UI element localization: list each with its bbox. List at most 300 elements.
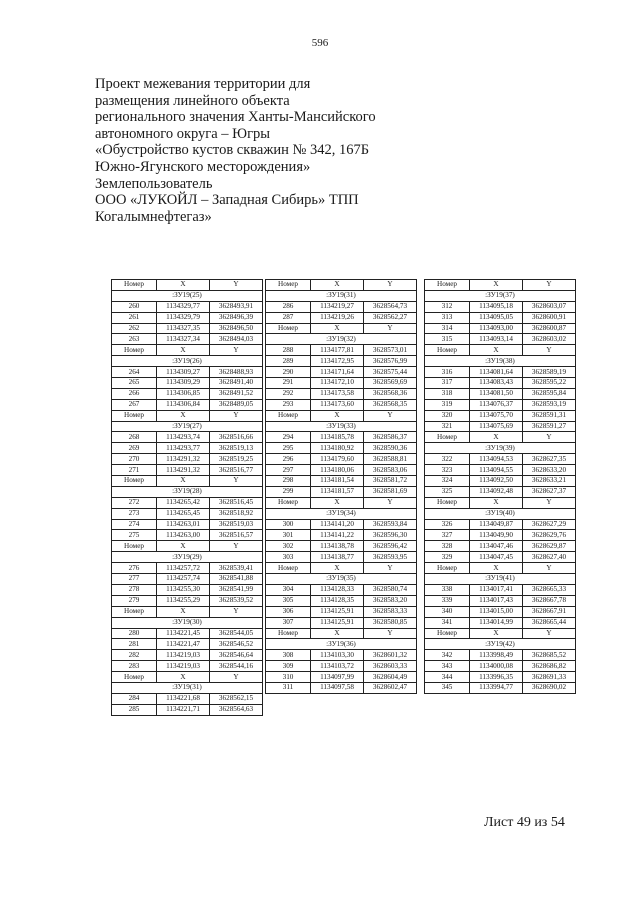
coordinate-y: 3628580,74 — [364, 584, 417, 595]
point-number: 274 — [112, 519, 157, 530]
point-number: 294 — [266, 432, 311, 443]
table-group-row — [266, 508, 417, 519]
point-number: 319 — [425, 399, 470, 410]
header-number: Номер — [112, 345, 157, 356]
coordinate-y: 3628581,69 — [364, 486, 417, 497]
point-number: 310 — [266, 672, 311, 683]
coordinate-y: 3628593,84 — [364, 519, 417, 530]
coordinate-x: 1134309,29 — [157, 378, 210, 389]
table-row — [425, 541, 576, 552]
coordinate-y: 3628575,44 — [364, 367, 417, 378]
coordinate-x: 1134291,32 — [157, 454, 210, 465]
coordinate-x: 1134171,64 — [311, 367, 364, 378]
coordinate-y: 3628541,99 — [210, 584, 263, 595]
table-header-row — [266, 563, 417, 574]
coordinate-x: 1134128,35 — [311, 595, 364, 606]
table-row — [425, 650, 576, 661]
coordinate-y: 3628590,36 — [364, 443, 417, 454]
coordinate-x: 1134257,72 — [157, 563, 210, 574]
table-header-row — [266, 323, 417, 334]
header-number: Номер — [425, 628, 470, 639]
coordinate-y: 3628603,02 — [523, 334, 576, 345]
coordinate-y: 3628541,88 — [210, 574, 263, 585]
coordinate-y: 3628496,50 — [210, 323, 263, 334]
table-group-row — [266, 574, 417, 585]
coordinate-x: 1134138,78 — [311, 541, 364, 552]
table-header-row — [425, 628, 576, 639]
land-plot-label: :ЗУ19(38) — [425, 356, 576, 367]
point-number: 300 — [266, 519, 311, 530]
point-number: 284 — [112, 693, 157, 704]
header-y: Y — [523, 628, 576, 639]
point-number: 313 — [425, 312, 470, 323]
table-row — [425, 454, 576, 465]
header-y: Y — [210, 280, 263, 291]
coordinate-x: 1134293,77 — [157, 443, 210, 454]
table-group-row — [425, 290, 576, 301]
coordinate-x: 1134306,84 — [157, 399, 210, 410]
point-number: 269 — [112, 443, 157, 454]
header-y: Y — [523, 563, 576, 574]
coordinate-x: 1134180,92 — [311, 443, 364, 454]
table-row — [425, 617, 576, 628]
header-number: Номер — [425, 497, 470, 508]
point-number: 305 — [266, 595, 311, 606]
header-x: X — [470, 280, 523, 291]
header-x: X — [470, 345, 523, 356]
table-row — [425, 606, 576, 617]
header-x: X — [470, 628, 523, 639]
title-line: ООО «ЛУКОЙЛ – Западная Сибирь» ТПП — [95, 192, 359, 209]
land-plot-label: :ЗУ19(34) — [266, 508, 417, 519]
table-header-row — [425, 432, 576, 443]
table-row — [266, 367, 417, 378]
point-number: 329 — [425, 552, 470, 563]
coordinate-y: 3628633,21 — [523, 476, 576, 487]
coordinate-y: 3628546,52 — [210, 639, 263, 650]
coordinate-y: 3628627,29 — [523, 519, 576, 530]
table-row — [266, 530, 417, 541]
coordinate-x: 1134219,03 — [157, 650, 210, 661]
coordinate-x: 1134128,33 — [311, 584, 364, 595]
coordinate-y: 3628516,66 — [210, 432, 263, 443]
table-row — [112, 628, 263, 639]
table-header-row — [266, 410, 417, 421]
coordinate-y: 3628596,42 — [364, 541, 417, 552]
coordinate-x: 1134125,91 — [311, 606, 364, 617]
point-number: 326 — [425, 519, 470, 530]
coordinate-x: 1134172,10 — [311, 378, 364, 389]
coordinate-y: 3628519,25 — [210, 454, 263, 465]
header-y: Y — [364, 628, 417, 639]
header-x: X — [157, 410, 210, 421]
header-x: X — [470, 563, 523, 574]
table-row — [112, 595, 263, 606]
land-plot-label: :ЗУ19(30) — [112, 617, 263, 628]
point-number: 261 — [112, 312, 157, 323]
coordinate-x: 1134103,30 — [311, 650, 364, 661]
point-number: 293 — [266, 399, 311, 410]
coordinate-y: 3628564,63 — [210, 704, 263, 715]
coordinate-y: 3628603,07 — [523, 301, 576, 312]
header-x: X — [311, 410, 364, 421]
document-title — [95, 76, 425, 225]
table-row — [266, 672, 417, 683]
coordinate-y: 3628691,33 — [523, 672, 576, 683]
table-row — [112, 519, 263, 530]
point-number: 272 — [112, 497, 157, 508]
coordinate-y: 3628686,82 — [523, 661, 576, 672]
point-number: 309 — [266, 661, 311, 672]
coordinate-x: 1134173,60 — [311, 399, 364, 410]
coordinate-y: 3628593,95 — [364, 552, 417, 563]
point-number: 345 — [425, 682, 470, 693]
point-number: 299 — [266, 486, 311, 497]
point-number: 303 — [266, 552, 311, 563]
table-header-row — [112, 476, 263, 487]
table-row — [112, 443, 263, 454]
coordinate-y: 3628576,99 — [364, 356, 417, 367]
coordinate-x: 1134049,90 — [470, 530, 523, 541]
coordinate-y: 3628685,52 — [523, 650, 576, 661]
coordinate-y: 3628516,77 — [210, 465, 263, 476]
table-header-row — [112, 541, 263, 552]
table-row — [112, 530, 263, 541]
coordinate-y: 3628600,87 — [523, 323, 576, 334]
coordinate-y: 3628627,37 — [523, 486, 576, 497]
header-number: Номер — [425, 280, 470, 291]
point-number: 283 — [112, 661, 157, 672]
table-row — [112, 693, 263, 704]
land-plot-label: :ЗУ19(41) — [425, 574, 576, 585]
coordinate-y: 3628491,52 — [210, 388, 263, 399]
land-plot-label: :ЗУ19(31) — [112, 682, 263, 693]
table-group-row — [112, 617, 263, 628]
table-group-row — [112, 290, 263, 301]
header-x: X — [157, 541, 210, 552]
coordinate-x: 1133994,77 — [470, 682, 523, 693]
table-row — [425, 672, 576, 683]
table-group-row — [112, 421, 263, 432]
coordinate-y: 3628601,32 — [364, 650, 417, 661]
table-row — [266, 388, 417, 399]
header-number: Номер — [425, 432, 470, 443]
coordinate-y: 3628595,84 — [523, 388, 576, 399]
point-number: 280 — [112, 628, 157, 639]
point-number: 265 — [112, 378, 157, 389]
point-number: 270 — [112, 454, 157, 465]
table-row — [266, 541, 417, 552]
header-number: Номер — [112, 606, 157, 617]
coordinate-y: 3628491,40 — [210, 378, 263, 389]
coordinate-x: 1134014,99 — [470, 617, 523, 628]
coordinate-y: 3628591,27 — [523, 421, 576, 432]
table-row — [112, 465, 263, 476]
point-number: 267 — [112, 399, 157, 410]
point-number: 288 — [266, 345, 311, 356]
coordinate-x: 1134179,60 — [311, 454, 364, 465]
table-row — [112, 661, 263, 672]
header-number: Номер — [112, 410, 157, 421]
table-row — [266, 476, 417, 487]
table-row — [425, 486, 576, 497]
point-number: 278 — [112, 584, 157, 595]
table-row — [266, 519, 417, 530]
header-x: X — [470, 497, 523, 508]
table-row — [425, 312, 576, 323]
coordinate-y: 3628564,73 — [364, 301, 417, 312]
coordinate-x: 1134219,03 — [157, 661, 210, 672]
point-number: 312 — [425, 301, 470, 312]
coordinate-y: 3628519,03 — [210, 519, 263, 530]
point-number: 262 — [112, 323, 157, 334]
point-number: 340 — [425, 606, 470, 617]
point-number: 275 — [112, 530, 157, 541]
header-y: Y — [210, 476, 263, 487]
coordinate-x: 1134327,35 — [157, 323, 210, 334]
point-number: 328 — [425, 541, 470, 552]
table-row — [266, 682, 417, 693]
table-row — [266, 465, 417, 476]
coordinate-y: 3628627,35 — [523, 454, 576, 465]
table-row — [112, 432, 263, 443]
coordinate-y: 3628568,36 — [364, 388, 417, 399]
point-number: 298 — [266, 476, 311, 487]
header-x: X — [311, 497, 364, 508]
header-number: Номер — [266, 280, 311, 291]
land-plot-label: :ЗУ19(26) — [112, 356, 263, 367]
coordinate-y: 3628494,03 — [210, 334, 263, 345]
coordinate-x: 1134265,45 — [157, 508, 210, 519]
table-header-row — [425, 497, 576, 508]
coordinate-y: 3628568,35 — [364, 399, 417, 410]
coordinate-x: 1134081,50 — [470, 388, 523, 399]
table-row — [266, 552, 417, 563]
coordinate-y: 3628600,91 — [523, 312, 576, 323]
header-y: Y — [210, 345, 263, 356]
coordinate-x: 1134138,77 — [311, 552, 364, 563]
table-group-row — [266, 334, 417, 345]
table-group-row — [112, 356, 263, 367]
table-row — [266, 595, 417, 606]
point-number: 281 — [112, 639, 157, 650]
table-row — [425, 323, 576, 334]
header-number: Номер — [112, 280, 157, 291]
point-number: 342 — [425, 650, 470, 661]
title-line: «Обустройство кустов скважин № 342, 167Б — [95, 142, 370, 159]
coordinate-y: 3628627,40 — [523, 552, 576, 563]
point-number: 297 — [266, 465, 311, 476]
coordinate-y: 3628667,91 — [523, 606, 576, 617]
point-number: 302 — [266, 541, 311, 552]
coordinate-x: 1134094,53 — [470, 454, 523, 465]
point-number: 320 — [425, 410, 470, 421]
coordinate-y: 3628583,20 — [364, 595, 417, 606]
point-number: 314 — [425, 323, 470, 334]
table-group-row — [266, 421, 417, 432]
sheet-label: Лист 49 из 54 — [484, 815, 565, 830]
table-group-row — [266, 290, 417, 301]
coordinate-x: 1134000,08 — [470, 661, 523, 672]
header-y: Y — [523, 497, 576, 508]
point-number: 285 — [112, 704, 157, 715]
point-number: 277 — [112, 574, 157, 585]
coordinate-x: 1134049,87 — [470, 519, 523, 530]
table-group-row — [425, 356, 576, 367]
header-y: Y — [364, 280, 417, 291]
coordinate-y: 3628562,15 — [210, 693, 263, 704]
point-number: 306 — [266, 606, 311, 617]
table-header-row — [425, 345, 576, 356]
header-y: Y — [364, 410, 417, 421]
table-header-row — [112, 606, 263, 617]
coordinate-x: 1134309,27 — [157, 367, 210, 378]
header-x: X — [157, 476, 210, 487]
point-number: 315 — [425, 334, 470, 345]
coordinate-y: 3628539,41 — [210, 563, 263, 574]
point-number: 287 — [266, 312, 311, 323]
coordinate-x: 1134221,47 — [157, 639, 210, 650]
table-header-row — [112, 280, 263, 291]
header-number: Номер — [266, 563, 311, 574]
land-plot-label: :ЗУ19(28) — [112, 486, 263, 497]
table-group-row — [425, 508, 576, 519]
table-group-row — [112, 552, 263, 563]
coordinate-x: 1134047,46 — [470, 541, 523, 552]
coordinate-y: 3628603,33 — [364, 661, 417, 672]
coordinates-table-left — [111, 279, 263, 716]
table-header-row — [425, 280, 576, 291]
coordinate-x: 1134263,01 — [157, 519, 210, 530]
table-row — [425, 334, 576, 345]
point-number: 322 — [425, 454, 470, 465]
table-header-row — [266, 280, 417, 291]
title-line: размещения линейного объекта — [95, 92, 290, 109]
coordinate-x: 1134076,37 — [470, 399, 523, 410]
point-number: 264 — [112, 367, 157, 378]
coordinate-y: 3628496,39 — [210, 312, 263, 323]
title-line: Проект межевания территории для — [95, 76, 311, 92]
title-line: Землепользователь — [95, 175, 213, 192]
point-number: 308 — [266, 650, 311, 661]
header-number: Номер — [112, 476, 157, 487]
coordinate-y: 3628493,91 — [210, 301, 263, 312]
coordinate-y: 3628589,19 — [523, 367, 576, 378]
header-y: Y — [364, 563, 417, 574]
coordinate-y: 3628581,72 — [364, 476, 417, 487]
coordinate-x: 1134075,69 — [470, 421, 523, 432]
header-y: Y — [523, 345, 576, 356]
coordinate-x: 1134015,00 — [470, 606, 523, 617]
coordinate-y: 3628690,02 — [523, 682, 576, 693]
coordinate-y: 3628604,49 — [364, 672, 417, 683]
coordinate-x: 1134173,58 — [311, 388, 364, 399]
table-row — [425, 399, 576, 410]
header-x: X — [311, 323, 364, 334]
coordinate-x: 1134081,64 — [470, 367, 523, 378]
land-plot-label: :ЗУ19(29) — [112, 552, 263, 563]
land-plot-label: :ЗУ19(39) — [425, 443, 576, 454]
table-row — [112, 563, 263, 574]
table-row — [266, 301, 417, 312]
table-row — [112, 399, 263, 410]
table-row — [425, 301, 576, 312]
table-row — [112, 574, 263, 585]
point-number: 338 — [425, 584, 470, 595]
coordinate-x: 1134257,74 — [157, 574, 210, 585]
point-number: 286 — [266, 301, 311, 312]
table-header-row — [266, 628, 417, 639]
table-row — [112, 454, 263, 465]
table-row — [425, 410, 576, 421]
coordinate-x: 1134293,74 — [157, 432, 210, 443]
point-number: 317 — [425, 378, 470, 389]
coordinate-x: 1134327,34 — [157, 334, 210, 345]
header-x: X — [157, 280, 210, 291]
coordinate-x: 1134219,26 — [311, 312, 364, 323]
coordinate-x: 1134306,85 — [157, 388, 210, 399]
coordinate-x: 1134094,55 — [470, 465, 523, 476]
point-number: 271 — [112, 465, 157, 476]
coordinate-y: 3628539,52 — [210, 595, 263, 606]
table-header-row — [425, 563, 576, 574]
header-x: X — [157, 345, 210, 356]
coordinate-x: 1134329,77 — [157, 301, 210, 312]
table-row — [425, 584, 576, 595]
coordinate-x: 1134265,42 — [157, 497, 210, 508]
coordinate-y: 3628516,57 — [210, 530, 263, 541]
point-number: 276 — [112, 563, 157, 574]
coordinate-y: 3628593,19 — [523, 399, 576, 410]
header-x: X — [311, 628, 364, 639]
coordinate-x: 1134181,57 — [311, 486, 364, 497]
header-y: Y — [210, 672, 263, 683]
title-line: регионального значения Ханты-Мансийского — [95, 109, 376, 126]
coordinate-x: 1134221,45 — [157, 628, 210, 639]
coordinate-x: 1134047,45 — [470, 552, 523, 563]
land-plot-label: :ЗУ19(37) — [425, 290, 576, 301]
header-number: Номер — [425, 345, 470, 356]
table-row — [266, 432, 417, 443]
coordinate-y: 3628595,22 — [523, 378, 576, 389]
land-plot-label: :ЗУ19(36) — [266, 639, 417, 650]
table-row — [266, 650, 417, 661]
coordinate-x: 1134093,00 — [470, 323, 523, 334]
point-number: 266 — [112, 388, 157, 399]
coordinate-x: 1134177,81 — [311, 345, 364, 356]
table-row — [112, 323, 263, 334]
table-row — [266, 454, 417, 465]
coordinate-y: 3628544,05 — [210, 628, 263, 639]
header-y: Y — [523, 280, 576, 291]
coordinate-x: 1134017,41 — [470, 584, 523, 595]
point-number: 321 — [425, 421, 470, 432]
coordinate-x: 1134263,00 — [157, 530, 210, 541]
table-row — [425, 552, 576, 563]
coordinate-x: 1134103,72 — [311, 661, 364, 672]
table-row — [425, 388, 576, 399]
header-number: Номер — [112, 672, 157, 683]
land-plot-label: :ЗУ19(25) — [112, 290, 263, 301]
coordinate-y: 3628569,69 — [364, 378, 417, 389]
point-number: 307 — [266, 617, 311, 628]
point-number: 324 — [425, 476, 470, 487]
table-row — [112, 497, 263, 508]
header-x: X — [470, 432, 523, 443]
coordinate-x: 1134141,22 — [311, 530, 364, 541]
table-row — [112, 312, 263, 323]
coordinate-y: 3628591,31 — [523, 410, 576, 421]
